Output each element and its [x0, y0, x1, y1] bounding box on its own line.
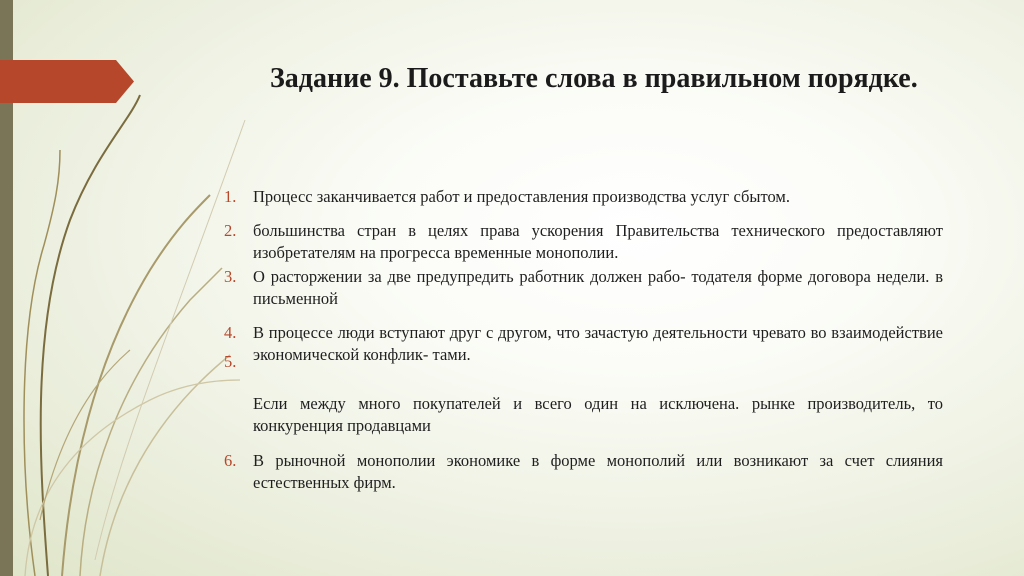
list-item-number: 4.	[224, 323, 237, 342]
list-item-number: 6.	[224, 451, 237, 470]
list-item-number: 5.	[224, 352, 237, 371]
list-item-text: В рыночной монополии экономике в форме монополий или возникают за счет слияния естественных фирм.	[253, 451, 943, 492]
list-item-text: большинства стран в целях права ускорения Правительства технического предоставляют изобретателям на прогресса временные монополии.	[253, 221, 943, 262]
list-item-text: В процессе люди вступают друг с другом, что зачастую деятельности чревато во взаимодействие экономической конфлик- тами.	[253, 323, 943, 364]
title-accent-arrow	[0, 60, 134, 103]
list-item-text: О расторжении за две предупредить работник должен рабо- тодателя форме договора недели. в письменной	[253, 267, 943, 308]
list-item-text: Процесс заканчивается работ и предоставления производства услуг сбытом.	[253, 187, 790, 206]
list-item-text: Если между много покупателей и всего один на исключена. рынке производитель, то конкуренция продавцами	[253, 394, 943, 435]
list-item-number: 2.	[224, 221, 237, 240]
list-item-number: 3.	[224, 267, 237, 286]
slide-title: Задание 9. Поставьте слова в правильном порядке.	[270, 63, 918, 94]
list-item-number: 1.	[224, 187, 237, 206]
